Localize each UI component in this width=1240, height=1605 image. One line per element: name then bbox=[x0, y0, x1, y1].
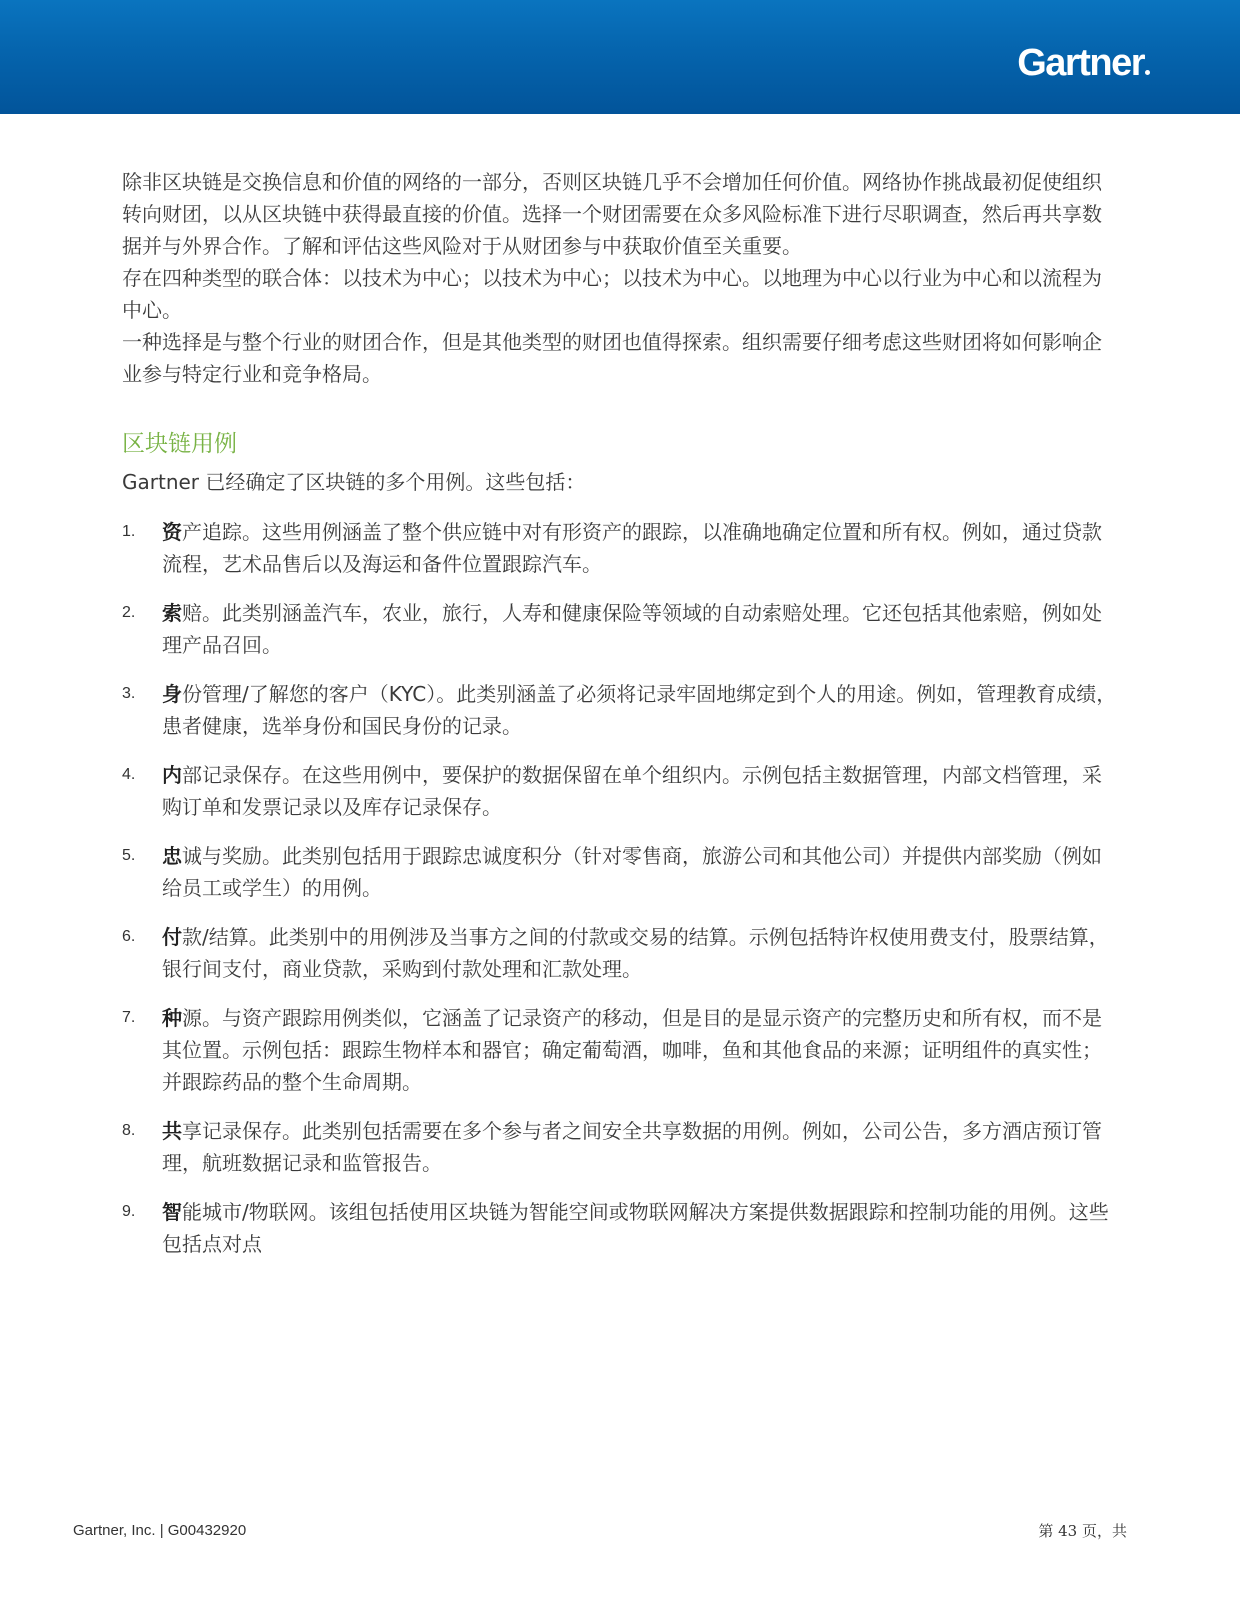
logo-text: Gartner bbox=[1017, 42, 1144, 84]
list-body: 诚与奖励。此类别包括用于跟踪忠诚度积分（针对零售商，旅游公司和其他公司）并提供内部奖励（例如给员工或学生）的用例。 bbox=[162, 844, 1102, 900]
body-paragraph-1: 除非区块链是交换信息和价值的网络的一部分，否则区块链几乎不会增加任何价值。网络协作挑战最初促使组织转向财团，以从区块链中获得最直接的价值。选择一个财团需要在众多风险标准下进行尽职调查，然后再共享数据并与外界合作。了解和评估这些风险对于从财团参与中获取价值至关重要。 bbox=[122, 170, 1102, 258]
list-body: 赔。此类别涵盖汽车，农业，旅行，人寿和健康保险等领域的自动索赔处理。它还包括其他索赔，例如处理产品召回。 bbox=[162, 601, 1102, 657]
list-item bbox=[122, 759, 1117, 823]
list-lead-char: 内 bbox=[162, 763, 182, 787]
list-number: 8. bbox=[122, 1122, 136, 1139]
list-item bbox=[122, 678, 1117, 742]
list-number: 3. bbox=[122, 685, 136, 702]
body-paragraph-3: 一种选择是与整个行业的财团合作，但是其他类型的财团也值得探索。组织需要仔细考虑这些财团将如何影响企业参与特定行业和竞争格局。 bbox=[122, 330, 1102, 386]
list-lead-char: 智 bbox=[162, 1200, 182, 1224]
list-item bbox=[122, 921, 1117, 985]
page-content bbox=[122, 166, 1117, 1277]
list-number: 6. bbox=[122, 928, 136, 945]
list-lead-char: 种 bbox=[162, 1006, 182, 1030]
logo-dot-icon bbox=[1145, 70, 1150, 75]
use-case-list bbox=[122, 516, 1117, 1260]
list-item bbox=[122, 597, 1117, 661]
list-number: 4. bbox=[122, 766, 136, 783]
list-text bbox=[162, 921, 1117, 985]
section-heading: 区块链用例 bbox=[122, 431, 237, 457]
section-intro: Gartner 已经确定了区块链的多个用例。这些包括： bbox=[122, 470, 586, 494]
list-item bbox=[122, 1196, 1117, 1260]
list-body: 份管理/了解您的客户（KYC）。此类别涵盖了必须将记录牢固地绑定到个人的用途。例如，管理教育成绩，患者健康，选举身份和国民身份的记录。 bbox=[162, 682, 1117, 738]
gartner-logo bbox=[1017, 44, 1150, 82]
list-number: 5. bbox=[122, 847, 136, 864]
list-text bbox=[162, 759, 1117, 823]
body-paragraph-2: 存在四种类型的联合体：以技术为中心；以技术为中心；以技术为中心。以地理为中心以行业为中心和以流程为中心。 bbox=[122, 266, 1102, 322]
list-body: 部记录保存。在这些用例中，要保护的数据保留在单个组织内。示例包括主数据管理，内部文档管理，采购订单和发票记录以及库存记录保存。 bbox=[162, 763, 1102, 819]
footer-page-number: 第 43 页，共 bbox=[1038, 1522, 1127, 1540]
list-body: 享记录保存。此类别包括需要在多个参与者之间安全共享数据的用例。例如，公司公告，多方酒店预订管理，航班数据记录和监管报告。 bbox=[162, 1119, 1102, 1175]
list-body: 源。与资产跟踪用例类似，它涵盖了记录资产的移动，但是目的是显示资产的完整历史和所有权，而不是其位置。示例包括：跟踪生物样本和器官；确定葡萄酒，咖啡，鱼和其他食品的来源；证明组件的真实性；并跟踪药品的整个生命周期。 bbox=[162, 1006, 1102, 1094]
list-item bbox=[122, 1115, 1117, 1179]
list-number: 2. bbox=[122, 604, 136, 621]
list-body: 能城市/物联网。该组包括使用区块链为智能空间或物联网解决方案提供数据跟踪和控制功能的用例。这些包括点对点 bbox=[162, 1200, 1109, 1256]
list-body: 款/结算。此类别中的用例涉及当事方之间的付款或交易的结算。示例包括特许权使用费支付，股票结算，银行间支付，商业贷款，采购到付款处理和汇款处理。 bbox=[162, 925, 1109, 981]
list-text bbox=[162, 1115, 1117, 1179]
list-number: 7. bbox=[122, 1009, 136, 1026]
list-lead-char: 共 bbox=[162, 1119, 182, 1143]
list-item bbox=[122, 516, 1117, 580]
header-bar bbox=[0, 0, 1240, 114]
list-text bbox=[162, 1196, 1117, 1260]
list-lead-char: 付 bbox=[162, 925, 182, 949]
list-text bbox=[162, 678, 1117, 742]
list-text bbox=[162, 597, 1117, 661]
list-item bbox=[122, 1002, 1117, 1098]
list-item bbox=[122, 840, 1117, 904]
list-text bbox=[162, 516, 1117, 580]
list-lead-char: 索 bbox=[162, 601, 182, 625]
list-lead-char: 资 bbox=[162, 520, 182, 544]
footer-doc-id: Gartner, Inc. | G00432920 bbox=[73, 1522, 247, 1539]
list-text bbox=[162, 840, 1117, 904]
list-lead-char: 忠 bbox=[162, 844, 182, 868]
list-lead-char: 身 bbox=[162, 682, 182, 706]
list-body: 产追踪。这些用例涵盖了整个供应链中对有形资产的跟踪，以准确地确定位置和所有权。例如，通过贷款流程，艺术品售后以及海运和备件位置跟踪汽车。 bbox=[162, 520, 1102, 576]
list-text bbox=[162, 1002, 1117, 1098]
list-number: 9. bbox=[122, 1203, 136, 1220]
list-number: 1. bbox=[122, 523, 136, 540]
